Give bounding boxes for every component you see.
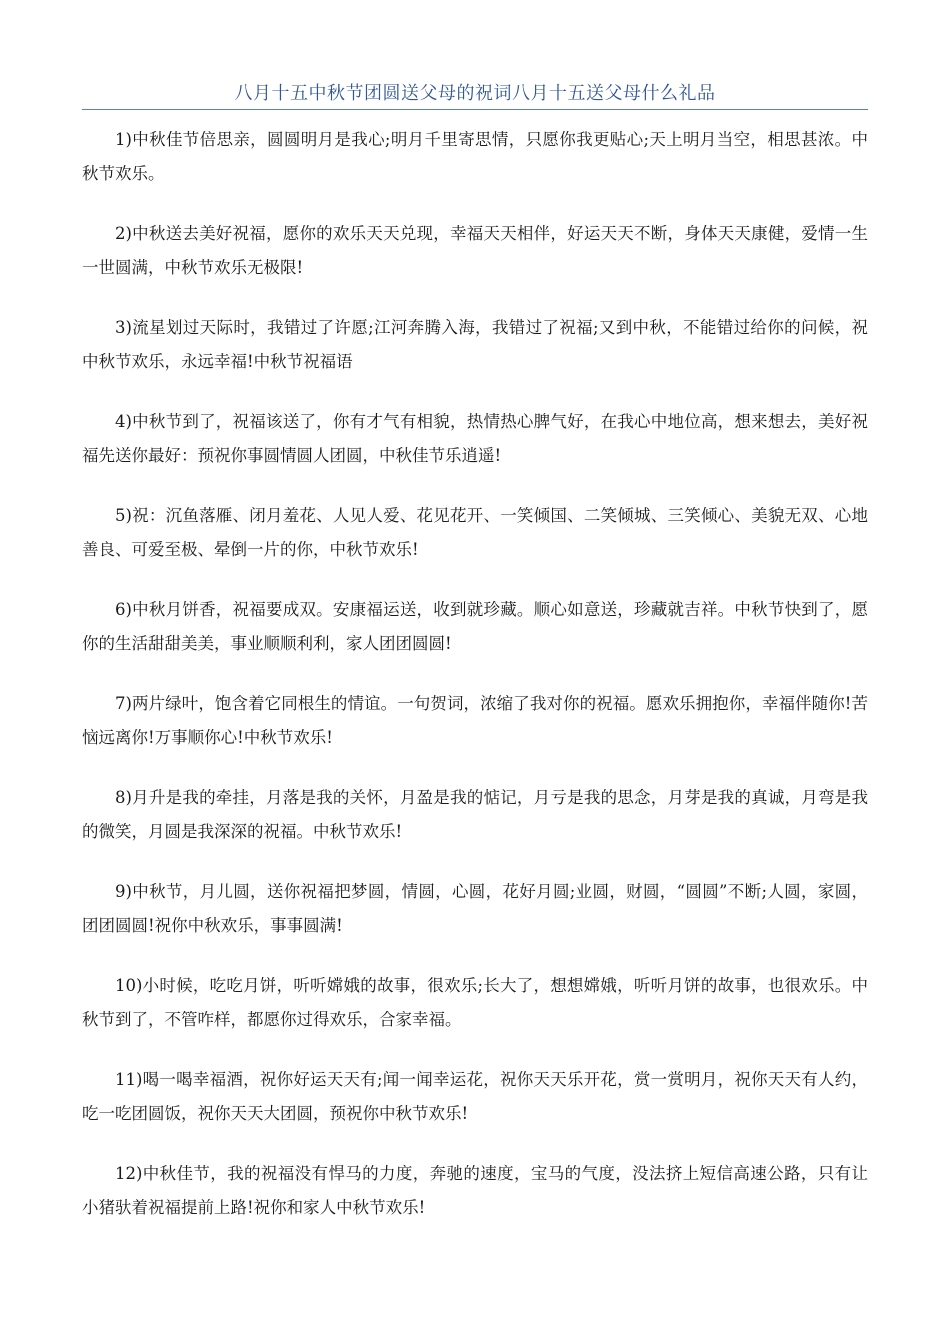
paragraph-8: 8)月升是我的牵挂，月落是我的关怀，月盈是我的惦记，月亏是我的思念，月芽是我的真诚，月弯是我的微笑，月圆是我深深的祝福。中秋节欢乐! [82,788,868,841]
paragraph-5: 5)祝：沉鱼落雁、闭月羞花、人见人爱、花见花开、一笑倾国、二笑倾城、三笑倾心、美貌无双、心地善良、可爱至极、晕倒一片的你，中秋节欢乐! [82,506,868,559]
paragraph-9: 9)中秋节，月儿圆，送你祝福把梦圆，情圆，心圆，花好月圆;业圆，财圆，“圆圆”不断;人圆，家圆，团团圆圆!祝你中秋欢乐，事事圆满! [82,882,868,935]
paragraph-3: 3)流星划过天际时，我错过了许愿;江河奔腾入海，我错过了祝福;又到中秋，不能错过给你的问候，祝中秋节欢乐，永远幸福!中秋节祝福语 [82,318,868,371]
title-divider [82,109,868,110]
paragraph-2: 2)中秋送去美好祝福，愿你的欢乐天天兑现，幸福天天相伴，好运天天不断，身体天天康健，爱情一生一世圆满，中秋节欢乐无极限! [82,224,868,277]
paragraph-1: 1)中秋佳节倍思亲，圆圆明月是我心;明月千里寄思情，只愿你我更贴心;天上明月当空，相思甚浓。中秋节欢乐。 [82,130,868,183]
paragraph-12: 12)中秋佳节，我的祝福没有悍马的力度，奔驰的速度，宝马的气度，没法挤上短信高速公路，只有让小猪驮着祝福提前上路!祝你和家人中秋节欢乐! [82,1164,868,1217]
paragraph-7: 7)两片绿叶，饱含着它同根生的情谊。一句贺词，浓缩了我对你的祝福。愿欢乐拥抱你，幸福伴随你!苦恼远离你!万事顺你心!中秋节欢乐! [82,694,868,747]
paragraph-11: 11)喝一喝幸福酒，祝你好运天天有;闻一闻幸运花，祝你天天乐开花，赏一赏明月，祝你天天有人约，吃一吃团圆饭，祝你天天大团圆，预祝你中秋节欢乐! [82,1070,868,1123]
document-title: 八月十五中秋节团圆送父母的祝词八月十五送父母什么礼品 [234,83,716,104]
document-body [82,123,868,1251]
paragraph-10: 10)小时候，吃吃月饼，听听嫦娥的故事，很欢乐;长大了，想想嫦娥，听听月饼的故事，也很欢乐。中秋节到了，不管咋样，都愿你过得欢乐，合家幸福。 [82,976,868,1029]
paragraph-6: 6)中秋月饼香，祝福要成双。安康福运送，收到就珍藏。顺心如意送，珍藏就吉祥。中秋节快到了，愿你的生活甜甜美美，事业顺顺利利，家人团团圆圆! [82,600,868,653]
paragraph-4: 4)中秋节到了，祝福该送了，你有才气有相貌，热情热心脾气好，在我心中地位高，想来想去，美好祝福先送你最好：预祝你事圆情圆人团圆，中秋佳节乐逍遥! [82,412,868,465]
